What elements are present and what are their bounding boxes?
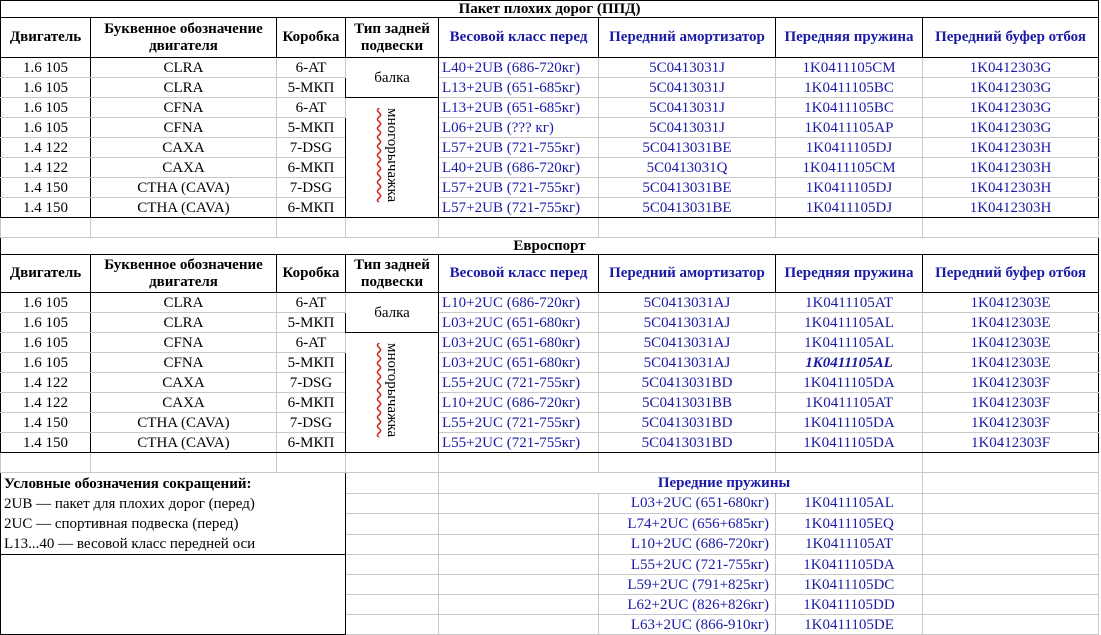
table-row — [1, 98, 1099, 118]
table-row — [1, 158, 1099, 178]
front-spring-cell: 1K0411105DA — [776, 373, 923, 393]
front-weight-class-cell: L10+2UC (686-720кг) — [439, 393, 599, 413]
legend-line: L13...40 — весовой класс передней оси — [4, 536, 256, 552]
front-shock-cell: 5C0413031J — [599, 98, 776, 118]
gearbox-cell: 6-AT — [277, 333, 346, 353]
front-spring-cell: 1K0411105BC — [776, 98, 923, 118]
empty-cell — [346, 473, 439, 494]
gearbox-cell: 6-AT — [277, 293, 346, 313]
section-title-row — [1, 1, 1099, 18]
engine-code-cell: CLRA — [91, 78, 277, 98]
front-weight-class-cell: L40+2UB (686-720кг) — [439, 58, 599, 78]
multilink-label: многорычажка — [384, 342, 400, 438]
rear-suspension-beam: балка — [346, 58, 439, 98]
header-gearbox: Коробка — [277, 255, 346, 293]
front-shock-cell: 5C0413031BD — [599, 373, 776, 393]
section-title-row — [1, 238, 1099, 255]
empty-cell — [346, 453, 439, 473]
header-gearbox: Коробка — [277, 18, 346, 58]
engine-code-cell: CFNA — [91, 353, 277, 373]
empty-cell — [91, 218, 277, 238]
table-row — [1, 353, 1099, 373]
engine-cell: 1.6 105 — [1, 353, 91, 373]
header-front-shock: Передний амортизатор — [599, 255, 776, 293]
spring-weight-class: L59+2UC (791+825кг) — [599, 575, 776, 595]
engine-code-cell: CLRA — [91, 313, 277, 333]
front-shock-cell: 5C0413031AJ — [599, 333, 776, 353]
gearbox-cell: 7-DSG — [277, 178, 346, 198]
front-weight-class-cell: L55+2UC (721-755кг) — [439, 433, 599, 453]
front-spring-cell: 1K0411105DA — [776, 413, 923, 433]
header-row — [1, 18, 1099, 58]
front-shock-cell: 5C0413031BE — [599, 198, 776, 218]
header-row — [1, 255, 1099, 293]
multilink-label: многорычажка — [384, 107, 400, 203]
spring-part-number: 1K0411105DE — [776, 615, 923, 635]
empty-cell — [346, 493, 439, 514]
front-spring-cell: 1K0411105CM — [776, 158, 923, 178]
gearbox-cell: 5-МКП — [277, 78, 346, 98]
front-shock-cell: 5C0413031BE — [599, 178, 776, 198]
header-front-weight-class: Весовой класс перед — [439, 255, 599, 293]
engine-cell: 1.6 105 — [1, 313, 91, 333]
empty-cell — [346, 534, 439, 555]
gearbox-cell: 6-AT — [277, 98, 346, 118]
gearbox-cell: 7-DSG — [277, 373, 346, 393]
engine-cell: 1.4 122 — [1, 373, 91, 393]
front-bump-stop-cell: 1K0412303E — [923, 353, 1099, 373]
empty-cell — [439, 595, 599, 615]
spring-weight-class: L62+2UC (826+826кг) — [599, 595, 776, 615]
header-front-shock: Передний амортизатор — [599, 18, 776, 58]
spacer-row — [1, 218, 1099, 238]
rear-suspension-beam: балка — [346, 293, 439, 333]
spring-weight-class: L03+2UC (651-680кг) — [599, 493, 776, 514]
spring-row — [1, 555, 1099, 575]
front-bump-stop-cell: 1K0412303H — [923, 178, 1099, 198]
engine-cell: 1.4 122 — [1, 393, 91, 413]
front-bump-stop-cell: 1K0412303E — [923, 333, 1099, 353]
spring-part-number: 1K0411105DD — [776, 595, 923, 615]
spring-weight-class: L63+2UC (866-910кг) — [599, 615, 776, 635]
header-engine: Двигатель — [1, 18, 91, 58]
engine-code-cell: CTHA (CAVA) — [91, 413, 277, 433]
empty-cell — [439, 615, 599, 635]
empty-cell — [923, 595, 1099, 615]
header-front-bump-stop: Передний буфер отбоя — [923, 18, 1099, 58]
table-row — [1, 433, 1099, 453]
table-row — [1, 138, 1099, 158]
front-bump-stop-cell: 1K0412303G — [923, 118, 1099, 138]
engine-cell: 1.6 105 — [1, 118, 91, 138]
front-spring-cell: 1K0411105AL — [776, 333, 923, 353]
empty-cell — [776, 218, 923, 238]
front-bump-stop-cell: 1K0412303F — [923, 373, 1099, 393]
front-bump-stop-cell: 1K0412303F — [923, 393, 1099, 413]
spring-part-number: 1K0411105AL — [776, 493, 923, 514]
front-spring-cell: 1K0411105DJ — [776, 138, 923, 158]
table-row — [1, 413, 1099, 433]
section-title: Пакет плохих дорог (ППД) — [1, 1, 1099, 18]
gearbox-cell: 6-МКП — [277, 158, 346, 178]
empty-cell — [923, 615, 1099, 635]
empty-cell — [439, 534, 599, 555]
legend-title: Условные обозначения сокращений: — [4, 476, 252, 492]
spring-part-number: 1K0411105DA — [776, 555, 923, 575]
gearbox-cell: 7-DSG — [277, 413, 346, 433]
engine-code-cell: CLRA — [91, 58, 277, 78]
spacer-row — [1, 453, 1099, 473]
empty-cell — [439, 453, 599, 473]
front-bump-stop-cell: 1K0412303G — [923, 98, 1099, 118]
engine-code-cell: CTHA (CAVA) — [91, 178, 277, 198]
engine-cell: 1.6 105 — [1, 78, 91, 98]
front-bump-stop-cell: 1K0412303H — [923, 158, 1099, 178]
engine-cell: 1.6 105 — [1, 293, 91, 313]
front-weight-class-cell: L57+2UB (721-755кг) — [439, 138, 599, 158]
front-shock-cell: 5C0413031BD — [599, 413, 776, 433]
empty-cell — [346, 218, 439, 238]
empty-cell — [1, 218, 91, 238]
empty-area — [1, 555, 346, 635]
front-weight-class-cell: L57+2UB (721-755кг) — [439, 178, 599, 198]
empty-cell — [277, 218, 346, 238]
legend-line: 2UB — пакет для плохих дорог (перед) — [4, 496, 255, 512]
front-bump-stop-cell: 1K0412303F — [923, 413, 1099, 433]
gearbox-cell: 6-МКП — [277, 393, 346, 413]
front-bump-stop-cell: 1K0412303G — [923, 58, 1099, 78]
front-weight-class-cell: L13+2UB (651-685кг) — [439, 78, 599, 98]
engine-cell: 1.4 122 — [1, 158, 91, 178]
section-title: Евроспорт — [1, 238, 1099, 255]
front-bump-stop-cell: 1K0412303H — [923, 198, 1099, 218]
engine-cell: 1.6 105 — [1, 58, 91, 78]
front-shock-cell: 5C0413031J — [599, 78, 776, 98]
empty-cell — [346, 575, 439, 595]
front-spring-cell: 1K0411105AT — [776, 293, 923, 313]
empty-cell — [923, 218, 1099, 238]
engine-code-cell: CAXA — [91, 373, 277, 393]
engine-code-cell: CAXA — [91, 158, 277, 178]
header-front-spring: Передняя пружина — [776, 255, 923, 293]
front-weight-class-cell: L13+2UB (651-685кг) — [439, 98, 599, 118]
table-row — [1, 198, 1099, 218]
empty-cell — [346, 615, 439, 635]
front-weight-class-cell: L03+2UC (651-680кг) — [439, 353, 599, 373]
gearbox-cell: 5-МКП — [277, 118, 346, 138]
front-spring-cell: 1K0411105DJ — [776, 198, 923, 218]
front-shock-cell: 5C0413031J — [599, 118, 776, 138]
empty-cell — [439, 514, 599, 535]
spring-part-number: 1K0411105DC — [776, 575, 923, 595]
empty-cell — [439, 218, 599, 238]
header-rear-suspension: Тип задней подвески — [346, 255, 439, 293]
front-spring-cell: 1K0411105AL — [776, 353, 923, 373]
front-shock-cell: 5C0413031Q — [599, 158, 776, 178]
engine-cell: 1.4 150 — [1, 433, 91, 453]
gearbox-cell: 6-AT — [277, 58, 346, 78]
front-spring-cell: 1K0411105BC — [776, 78, 923, 98]
front-weight-class-cell: L55+2UC (721-755кг) — [439, 373, 599, 393]
spring-weight-class: L55+2UC (721-755кг) — [599, 555, 776, 575]
table-row — [1, 78, 1099, 98]
engine-code-cell: CFNA — [91, 118, 277, 138]
table-row — [1, 178, 1099, 198]
empty-cell — [599, 453, 776, 473]
gearbox-cell: 6-МКП — [277, 198, 346, 218]
engine-code-cell: CAXA — [91, 393, 277, 413]
front-spring-cell: 1K0411105AP — [776, 118, 923, 138]
empty-cell — [1, 453, 91, 473]
empty-cell — [439, 493, 599, 514]
front-weight-class-cell: L40+2UB (686-720кг) — [439, 158, 599, 178]
engine-cell: 1.4 122 — [1, 138, 91, 158]
table-row — [1, 58, 1099, 78]
empty-cell — [923, 514, 1099, 535]
front-weight-class-cell: L03+2UC (651-680кг) — [439, 333, 599, 353]
front-weight-class-cell: L55+2UC (721-755кг) — [439, 413, 599, 433]
front-weight-class-cell: L10+2UC (686-720кг) — [439, 293, 599, 313]
gearbox-cell: 5-МКП — [277, 313, 346, 333]
engine-code-cell: CFNA — [91, 333, 277, 353]
spring-part-number: 1K0411105AT — [776, 534, 923, 555]
empty-cell — [923, 534, 1099, 555]
empty-cell — [439, 555, 599, 575]
empty-cell — [599, 218, 776, 238]
engine-code-cell: CLRA — [91, 293, 277, 313]
table-row — [1, 333, 1099, 353]
front-bump-stop-cell: 1K0412303G — [923, 78, 1099, 98]
header-engine-code: Буквенное обозначение двигателя — [91, 18, 277, 58]
empty-cell — [776, 453, 923, 473]
gearbox-cell: 5-МКП — [277, 353, 346, 373]
engine-cell: 1.4 150 — [1, 413, 91, 433]
front-shock-cell: 5C0413031AJ — [599, 313, 776, 333]
front-shock-cell: 5C0413031J — [599, 58, 776, 78]
table-row — [1, 393, 1099, 413]
front-spring-cell: 1K0411105CM — [776, 58, 923, 78]
front-spring-cell: 1K0411105AL — [776, 313, 923, 333]
empty-cell — [346, 555, 439, 575]
empty-cell — [346, 595, 439, 615]
front-shock-cell: 5C0413031BD — [599, 433, 776, 453]
front-spring-cell: 1K0411105DA — [776, 433, 923, 453]
front-bump-stop-cell: 1K0412303F — [923, 433, 1099, 453]
front-shock-cell: 5C0413031BB — [599, 393, 776, 413]
spring-header-row — [1, 473, 1099, 494]
legend-line: 2UC — спортивная подвеска (перед) — [4, 516, 239, 532]
front-shock-cell: 5C0413031BE — [599, 138, 776, 158]
engine-cell: 1.6 105 — [1, 333, 91, 353]
spring-part-number: 1K0411105EQ — [776, 514, 923, 535]
empty-cell — [923, 493, 1099, 514]
front-shock-cell: 5C0413031AJ — [599, 353, 776, 373]
front-bump-stop-cell: 1K0412303E — [923, 313, 1099, 333]
header-engine: Двигатель — [1, 255, 91, 293]
engine-code-cell: CFNA — [91, 98, 277, 118]
table-row — [1, 118, 1099, 138]
empty-cell — [923, 473, 1099, 494]
front-weight-class-cell: L57+2UB (721-755кг) — [439, 198, 599, 218]
empty-cell — [439, 575, 599, 595]
front-bump-stop-cell: 1K0412303H — [923, 138, 1099, 158]
spring-weight-class: L10+2UC (686-720кг) — [599, 534, 776, 555]
empty-cell — [346, 514, 439, 535]
spring-weight-class: L74+2UC (656+685кг) — [599, 514, 776, 535]
rear-suspension-multilink — [346, 98, 439, 218]
front-weight-class-cell: L06+2UB (??? кг) — [439, 118, 599, 138]
rear-suspension-multilink — [346, 333, 439, 453]
engine-cell: 1.6 105 — [1, 98, 91, 118]
front-bump-stop-cell: 1K0412303E — [923, 293, 1099, 313]
gearbox-cell: 7-DSG — [277, 138, 346, 158]
engine-code-cell: CTHA (CAVA) — [91, 198, 277, 218]
empty-cell — [923, 555, 1099, 575]
table-row — [1, 313, 1099, 333]
table-row — [1, 293, 1099, 313]
table-row — [1, 373, 1099, 393]
empty-cell — [91, 453, 277, 473]
gearbox-cell: 6-МКП — [277, 433, 346, 453]
header-front-bump-stop: Передний буфер отбоя — [923, 255, 1099, 293]
header-front-weight-class: Весовой класс перед — [439, 18, 599, 58]
front-shock-cell: 5C0413031AJ — [599, 293, 776, 313]
engine-code-cell: CTHA (CAVA) — [91, 433, 277, 453]
empty-cell — [277, 453, 346, 473]
header-rear-suspension: Тип задней подвески — [346, 18, 439, 58]
springs-title: Передние пружины — [439, 473, 923, 494]
front-spring-cell: 1K0411105AT — [776, 393, 923, 413]
front-weight-class-cell: L03+2UC (651-680кг) — [439, 313, 599, 333]
engine-cell: 1.4 150 — [1, 178, 91, 198]
empty-cell — [923, 575, 1099, 595]
engine-code-cell: CAXA — [91, 138, 277, 158]
front-spring-cell: 1K0411105DJ — [776, 178, 923, 198]
header-engine-code: Буквенное обозначение двигателя — [91, 255, 277, 293]
legend-box — [1, 473, 346, 555]
empty-cell — [923, 453, 1099, 473]
engine-cell: 1.4 150 — [1, 198, 91, 218]
header-front-spring: Передняя пружина — [776, 18, 923, 58]
